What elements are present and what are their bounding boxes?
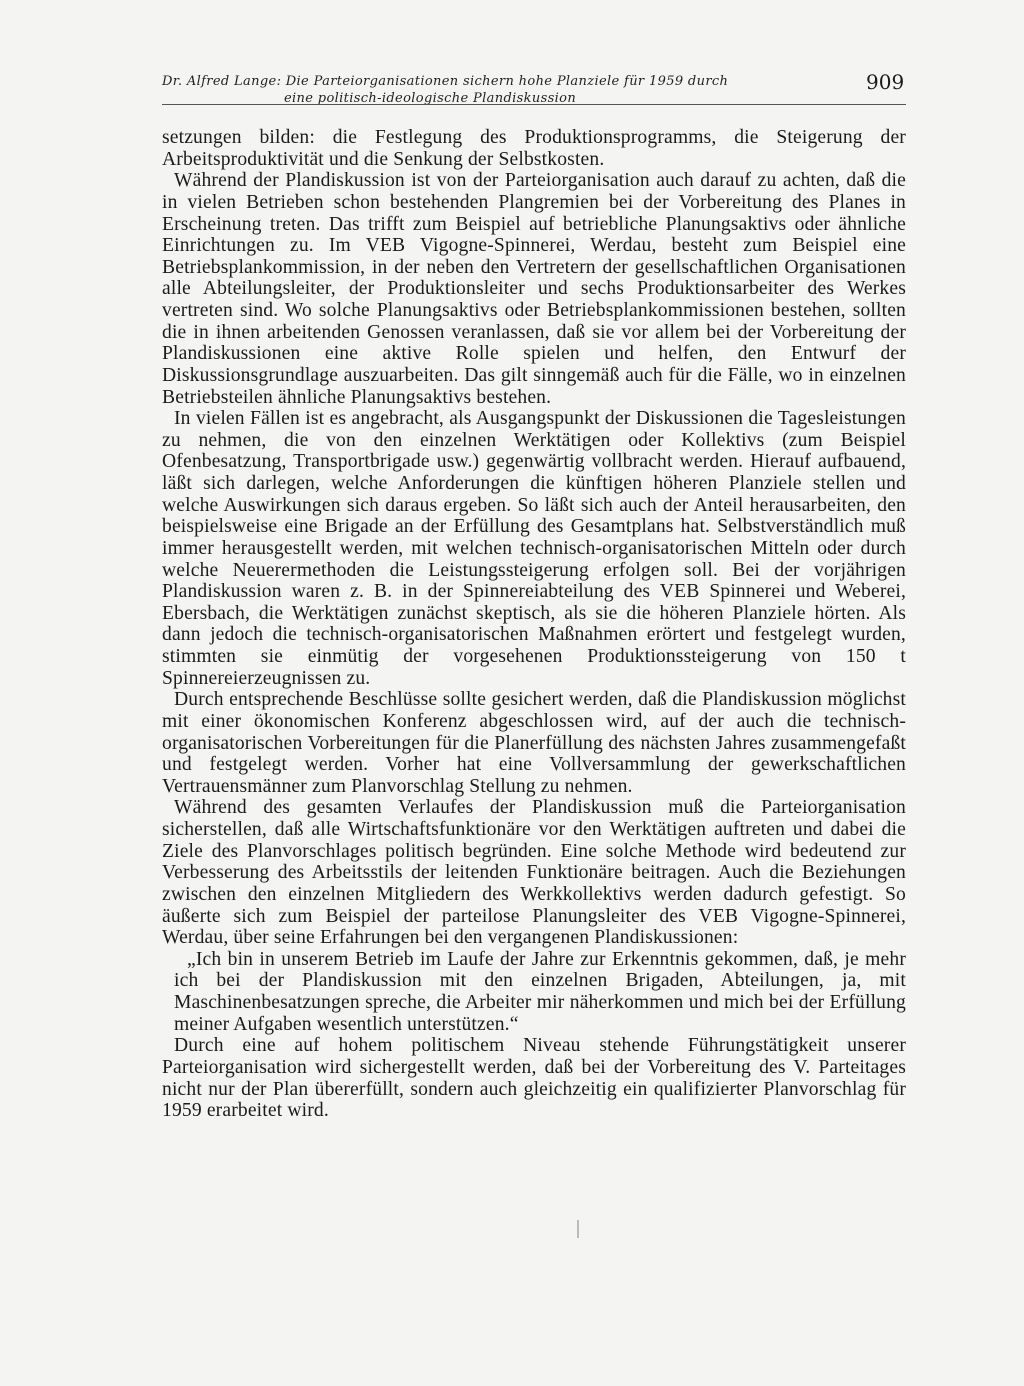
header-rule [162, 104, 906, 105]
quote-planungsleiter: „Ich bin in unserem Betrieb im Laufe der Jahre zur Erkenntnis gekommen, daß, je mehr ich bei der Plandiskussion mit den einzelnen Brigaden, Abteilungen, ja, mit Maschinenbesatzungen spreche, die Arbeiter mir näherkommen und mich bei der Erfüllung meiner Aufgaben wesentlich unterstützen.“ [174, 948, 906, 1035]
scan-mark [577, 1220, 579, 1238]
running-head-line-1: Dr. Alfred Lange: Die Parteiorganisationen sichern hohe Planziele für 1959 durch [162, 74, 729, 89]
body-text [162, 127, 906, 1122]
paragraph-tagesleistungen: In vielen Fällen ist es angebracht, als Ausgangspunkt der Diskussionen die Tagesleistungen zu nehmen, die von den einzelnen Werktätigen oder Kollektivs (zum Beispiel Ofenbesatzung, Transportbrigade usw.) gegenwärtig vollbracht werden. Hierauf aufbauend, läßt sich darlegen, welche Anforderungen die künftigen höheren Planziele stellen und welche Auswirkungen sich daraus ergeben. So läßt sich auch der Anteil herausarbeiten, den beispielsweise eine Brigade an der Erfüllung des Gesamtplans hat. Selbstverständlich muß immer herausgestellt werden, mit welchen technisch-organisatorischen Mitteln oder durch welche Neuerermethoden die Leistungssteigerung erfolgen soll. Bei der vorjährigen Plandiskussion waren z. B. in der Spinnereiabteilung des VEB Spinnerei und Weberei, Ebersbach, die Werktätigen zunächst skeptisch, als sie die höheren Planziele hörten. Als dann jedoch die technisch-organisatorischen Maßnahmen erörtert und festgelegt wurden, stimmten sie einmütig der vorgesehenen Produktionssteigerung von 150 t Spinnereierzeugnissen zu. [162, 408, 906, 689]
paragraph-plangremien: Während der Plandiskussion ist von der Parteiorganisation auch darauf zu achten, daß die in vielen Betrieben schon bestehenden Plangremien bei der Vorbereitung des Planes in Erscheinung treten. Das trifft zum Beispiel auf betriebliche Planungsaktivs oder ähnliche Einrichtungen zu. Im VEB Vigogne-Spinnerei, Werdau, besteht zum Beispiel eine Betriebsplankommission, in der neben den Vertretern der gesellschaftlichen Organisationen alle Abteilungsleiter, der Produktionsleiter und sechs Produktionsarbeiter des Werkes vertreten sind. Wo solche Planungsaktivs oder Betriebsplankommissionen bestehen, sollten die in ihnen arbeitenden Genossen veranlassen, daß sie vor allem bei der Vorbereitung der Plandiskussionen eine aktive Rolle spielen und helfen, den Entwurf der Diskussionsgrundlage auszuarbeiten. Das gilt sinngemäß auch für die Fälle, wo in einzelnen Betriebsteilen ähnliche Planungsaktivs bestehen. [162, 170, 906, 408]
paragraph-wirtschaftsfunktionaere: Während des gesamten Verlaufes der Plandiskussion muß die Parteiorganisation sicherstellen, daß alle Wirtschaftsfunktionäre vor den Werktätigen auftreten und dabei die Ziele des Planvorschlages politisch begründen. Eine solche Methode wird bedeutend zur Verbesserung des Arbeitsstils der leitenden Funktionäre beitragen. Auch die Beziehungen zwischen den einzelnen Mitgliedern des Werkkollektivs werden dadurch gefestigt. So äußerte sich zum Beispiel der parteilose Planungsleiter des VEB Vigogne-Spinnerei, Werdau, über seine Erfahrungen bei den vergangenen Plandiskussionen: [162, 797, 906, 949]
page-number: 909 [866, 70, 905, 94]
paragraph-continuation: setzungen bilden: die Festlegung des Produktionsprogramms, die Steigerung der Arbeitsproduktivität und die Senkung der Selbstkosten. [162, 127, 906, 170]
paragraph-conclusion: Durch eine auf hohem politischem Niveau stehende Führungstätigkeit unserer Parteiorganisation wird sichergestellt werden, daß bei der Vorbereitung des V. Parteitages nicht nur der Plan übererfüllt, sondern auch gleichzeitig ein qualifizierter Planvorschlag für 1959 erarbeitet wird. [162, 1035, 906, 1122]
paragraph-oekonomische-konferenz: Durch entsprechende Beschlüsse sollte gesichert werden, daß die Plandiskussion möglichst mit einer ökonomischen Konferenz abgeschlossen wird, auf der auch die technisch-organisatorischen Vorbereitungen für die Planerfüllung des nächsten Jahres zusammengefaßt und festgelegt werden. Vorher hat eine Vollversammlung der gewerkschaftlichen Vertrauensmänner zum Planvorschlag Stellung zu nehmen. [162, 689, 906, 797]
running-head-line-2: eine politisch-ideologische Plandiskussion [284, 91, 577, 106]
running-head [162, 73, 822, 107]
